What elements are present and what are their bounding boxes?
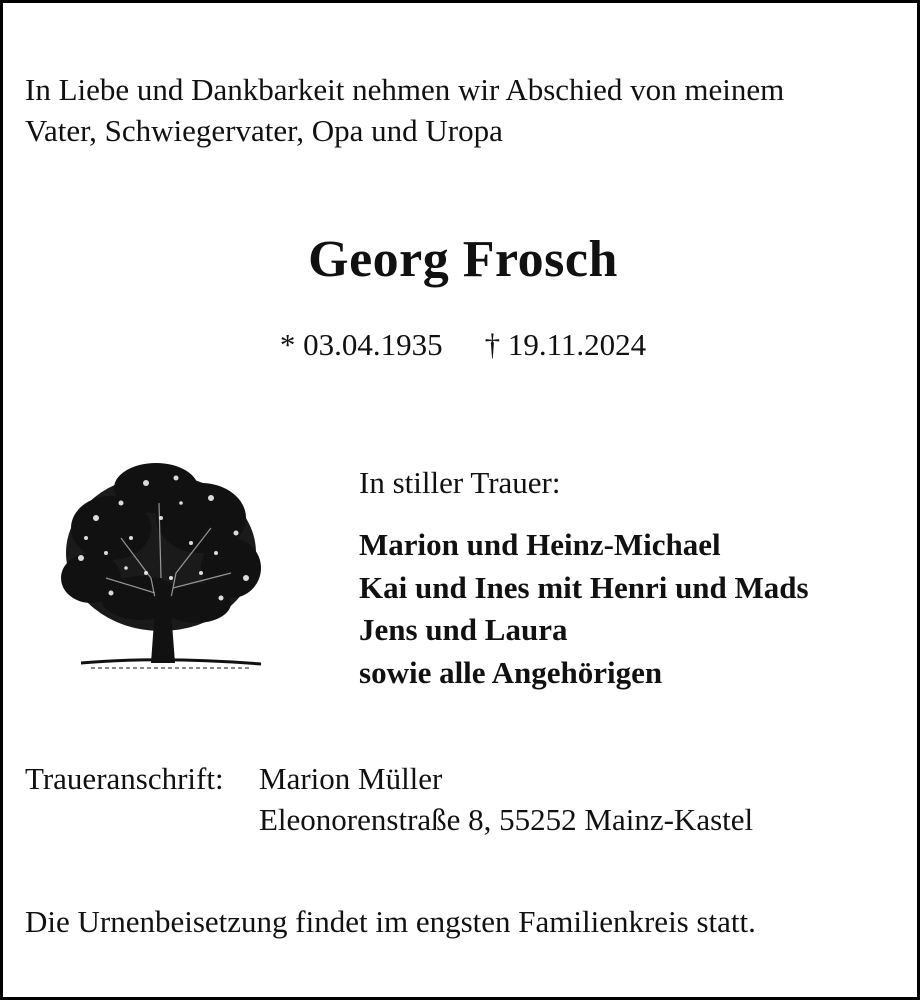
mourning-label: In stiller Trauer: [359, 465, 561, 500]
address-label: Traueranschrift: [25, 761, 224, 796]
address-name: Marion Müller [259, 761, 443, 796]
burial-note: Die Urnenbeisetzung findet im engsten Familienkreis statt. [25, 904, 756, 939]
mourning-address [25, 758, 905, 840]
birth-date: * 03.04.1935 [279, 327, 443, 362]
intro-text [25, 69, 905, 151]
mourners-list [359, 524, 899, 694]
tree-icon [51, 458, 271, 673]
life-dates [3, 325, 920, 365]
deceased-name: Georg Frosch [308, 231, 618, 288]
intro-line-2: Vater, Schwiegervater, Opa und Uropa [25, 113, 503, 148]
mourner-line: Marion und Heinz-Michael [359, 527, 721, 562]
address-street: Eleonorenstraße 8, 55252 Mainz-Kastel [259, 802, 754, 837]
mourner-line: sowie alle Angehörigen [359, 654, 663, 690]
mourner-line: Kai und Ines mit Henri und Mads [359, 569, 809, 605]
intro-line-1: In Liebe und Dankbarkeit nehmen wir Abschied von meinem [25, 72, 785, 107]
death-date: † 19.11.2024 [484, 327, 647, 362]
mourner-line: Jens und Laura [359, 612, 568, 647]
